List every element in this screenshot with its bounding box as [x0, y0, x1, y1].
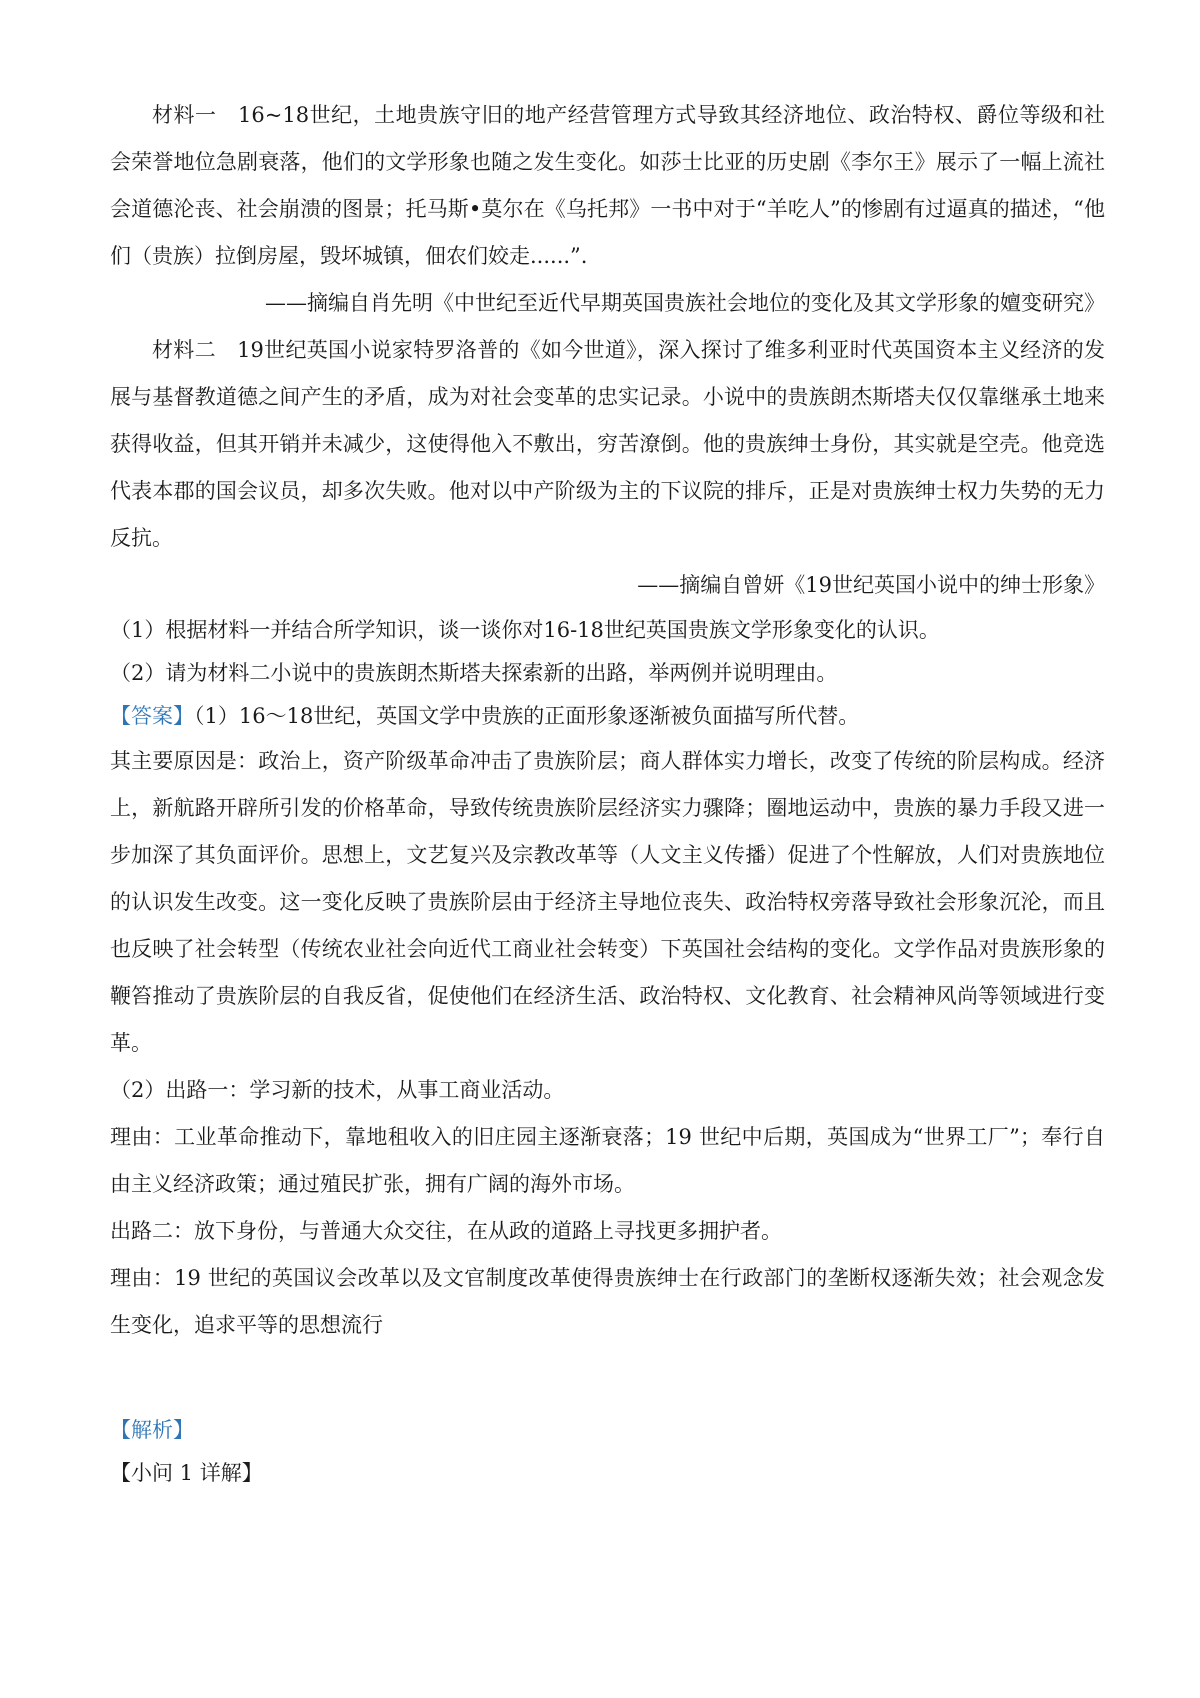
spacer: [110, 1349, 1105, 1409]
material-one-source: ——摘编自肖先明《中世纪至近代早期英国贵族社会地位的变化及其文学形象的嬗变研究》: [265, 291, 1105, 315]
question-2: （2）请为材料二小说中的贵族朗杰斯塔夫探索新的出路，举两例并说明理由。: [110, 661, 838, 685]
document-page: [110, 92, 1105, 1495]
analysis-subheading: 【小问 1 详解】: [110, 1461, 263, 1485]
answer-paragraph-5: 理由：19 世纪的英国议会改革以及文官制度改革使得贵族绅士在行政部门的垄断权逐渐失效；社会观念发生变化，追求平等的思想流行: [110, 1266, 1105, 1337]
answer-paragraph-3: 理由：工业革命推动下，靠地租收入的旧庄园主逐渐衰落；19 世纪中后期，英国成为“世界工厂”；奉行自由主义经济政策；通过殖民扩张，拥有广阔的海外市场。: [110, 1125, 1105, 1196]
question-1: （1）根据材料一并结合所学知识，谈一谈你对16-18世纪英国贵族文学形象变化的认识。: [110, 618, 940, 642]
answer-label: 【答案】: [110, 704, 194, 728]
material-two-text: 材料二 19世纪英国小说家特罗洛普的《如今世道》，深入探讨了维多利亚时代英国资本主义经济的发展与基督教道德之间产生的矛盾，成为对社会变革的忠实记录。小说中的贵族朗杰斯塔夫仅仅靠继承土地来获得收益，但其开销并未减少，这使得他入不敷出，穷苦潦倒。他的贵族绅士身份，其实就是空壳。他竞选代表本郡的国会议员，却多次失败。他对以中产阶级为主的下议院的排斥，正是对贵族绅士权力失势的无力反抗。: [110, 338, 1105, 550]
answer-paragraph-2: （2）出路一：学习新的技术，从事工商业活动。: [110, 1078, 565, 1102]
answer-first-line: （1）16～18世纪，英国文学中贵族的正面形象逐渐被负面描写所代替。: [194, 704, 860, 728]
answer-paragraph-4: 出路二：放下身份，与普通大众交往，在从政的道路上寻找更多拥护者。: [110, 1219, 782, 1243]
material-one-text: 材料一 16~18世纪，土地贵族守旧的地产经营管理方式导致其经济地位、政治特权、爵位等级和社会荣誉地位急剧衰落，他们的文学形象也随之发生变化。如莎士比亚的历史剧《李尔王》展示了一幅上流社会道德沦丧、社会崩溃的图景；托马斯•莫尔在《乌托邦》一书中对于“羊吃人”的惨剧有过逼真的描述，“他们（贵族）拉倒房屋，毁坏城镇，佃农们姣走......”.: [110, 103, 1105, 268]
answer-heading: [110, 695, 1105, 738]
material-two-source: ——摘编自曾妍《19世纪英国小说中的绅士形象》: [637, 573, 1105, 597]
answer-paragraph-1: 其主要原因是：政治上，资产阶级革命冲击了贵族阶层；商人群体实力增长，改变了传统的阶层构成。经济上，新航路开辟所引发的价格革命，导致传统贵族阶层经济实力骤降；圈地运动中，贵族的暴力手段又进一步加深了其负面评价。思想上，文艺复兴及宗教改革等（人文主义传播）促进了个性解放，人们对贵族地位的认识发生改变。这一变化反映了贵族阶层由于经济主导地位丧失、政治特权旁落导致社会形象沉沦，而且也反映了社会转型（传统农业社会向近代工商业社会转变）下英国社会结构的变化。文学作品对贵族形象的鞭笞推动了贵族阶层的自我反省，促使他们在经济生活、政治特权、文化教育、社会精神风尚等领域进行变革。: [110, 749, 1105, 1055]
analysis-label: 【解析】: [110, 1418, 194, 1442]
